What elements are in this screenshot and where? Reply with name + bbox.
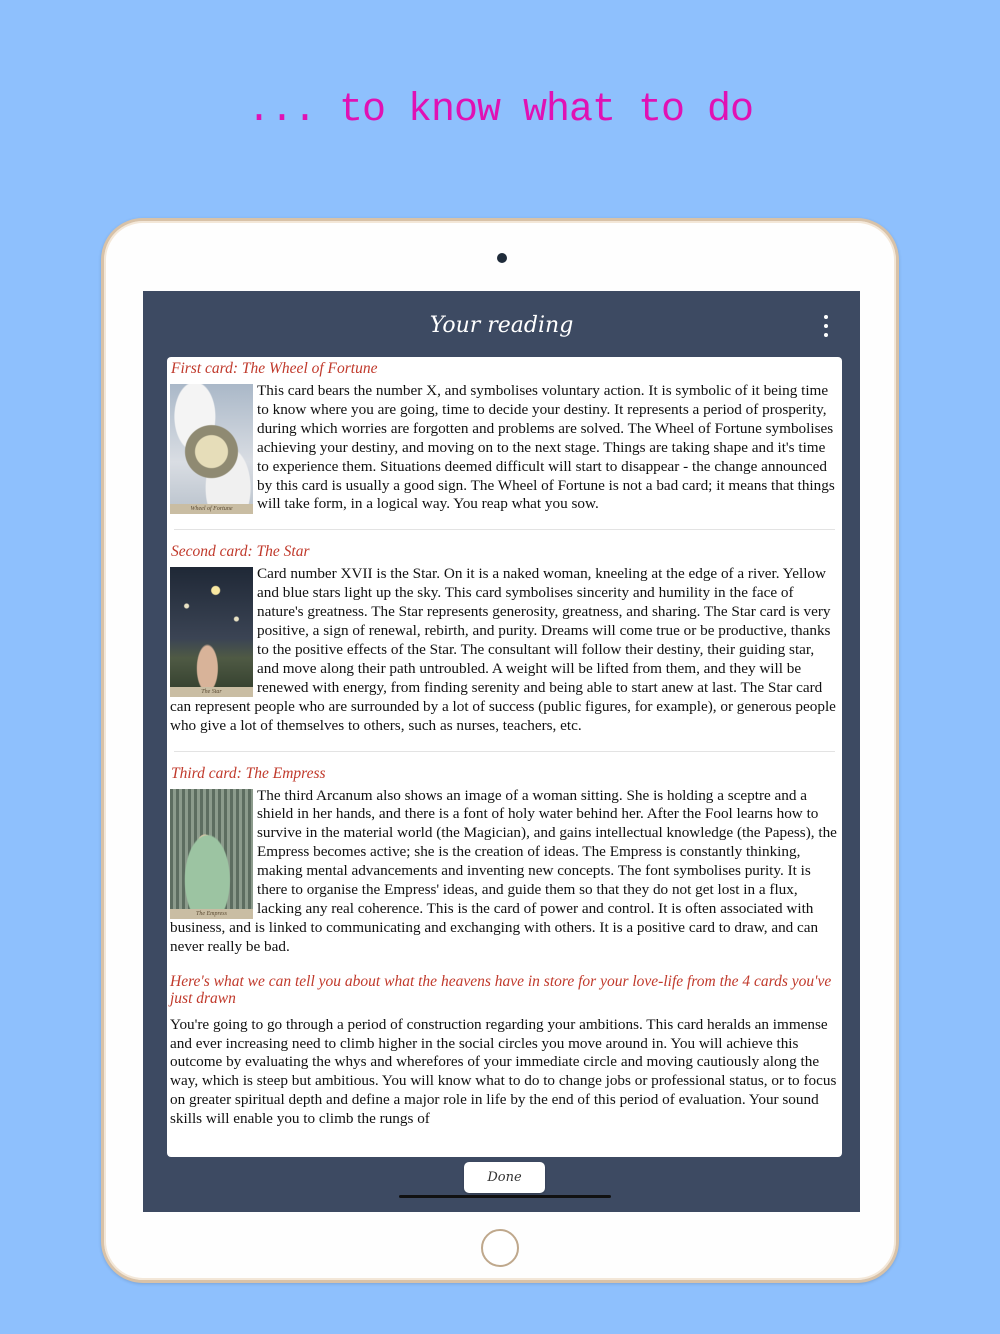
card-heading: Second card: The Star [171, 543, 310, 561]
card-image-caption: The Empress [170, 909, 253, 919]
card-description: This card bears the number X, and symbolises voluntary action. It is symbolic of it being time to know where you are going, time to decide your destiny. It represents a period of prosperity, during which worries are forgotten and problems are solved. The Wheel of Fortune symbolises achieving your destiny, and moving on to the next stage. Things are taking shape and it's time to experience them. Situations deemed difficult will start to disappear - the change announced by this card is usually a good sign. The Wheel of Fortune is not a bad card; it means that things will take form, in a logical way. You reap what you sow. [257, 382, 835, 513]
divider [174, 529, 835, 530]
reading-content[interactable] [167, 357, 842, 1157]
home-indicator [399, 1195, 611, 1198]
summary-heading: Here's what we can tell you about what the heavens have in store for your love-life from the 4 cards you've just drawn [170, 972, 832, 1007]
card-heading: Third card: The Empress [171, 764, 326, 782]
tablet-frame [101, 218, 899, 1283]
card-image-caption: The Star [170, 687, 253, 697]
more-vertical-icon[interactable] [819, 315, 833, 337]
wheel-of-fortune-card-image [170, 384, 253, 514]
card-description: Card number XVII is the Star. On it is a naked woman, kneeling at the edge of a river. Yellow and blue stars light up the sky. This card symbolises sincerity and humility in the face of nature's greatness. The Star represents generosity, greatness, and sharing. The Star card is very positive, a sign of renewal, rebirth, and purity. Dreams will come true or be productive, thanks to the positive effects of the Star. The consultant will follow their destiny, their guiding star, and move along their path untroubled. A weight will be lifted from them, and they will be renewed with energy, from finding serenity and being able to start anew at last. The Star card can represent people who are surrounded by a lot of success (public figures, for example), or generous people who give a lot of themselves to others, such as nurses, teachers, etc. [170, 565, 836, 734]
card-heading: First card: The Wheel of Fortune [171, 360, 378, 377]
home-button[interactable] [481, 1229, 519, 1267]
front-camera [497, 253, 507, 263]
card-section-3 [167, 762, 842, 973]
promo-headline: ... to know what to do [246, 88, 754, 133]
card-description: The third Arcanum also shows an image of a woman sitting. She is holding a sceptre and a shield in her hands, and there is a font of holy water behind her. After the Fool learns how to survive in the material world (the Magician), and gains intellectual knowledge (the Papess), the Empress becomes active; she is the creation of ideas. The Empress is constantly thinking, making mental advancements and inventing new concepts. The font symbolises purity. It is there to organise the Empress' ideas, and guide them so that they do not get lost in a flux, lacking any real coherence. This is the card of power and control. It is often associated with business, and is linked to communicating and exchanging with others. It is a positive card to draw, and can never really be bad. [170, 786, 837, 955]
summary-text: You're going to go through a period of construction regarding your ambitions. This card heralds an immense and ever increasing need to climb higher in the social circles you move around in. You will achieve this outcome by evaluating the whys and wherefores of your immediate circle and moving cautiously along the way, which is steep but ambitious. You will know what to do to change jobs or professional status, or to focus on greater spiritual depth and define a major role in life by the end of this period of evaluation. Your sound skills will enable you to climb the rungs of [170, 1015, 837, 1128]
empress-card-image [170, 789, 253, 919]
card-section-1 [167, 357, 842, 530]
star-card-image [170, 567, 253, 697]
card-section-2 [167, 540, 842, 751]
nav-title: Your reading [429, 313, 574, 338]
done-button[interactable]: Done [464, 1162, 545, 1193]
card-image-caption: Wheel of Fortune [170, 504, 253, 514]
divider [174, 751, 835, 752]
app-screen [143, 291, 860, 1212]
